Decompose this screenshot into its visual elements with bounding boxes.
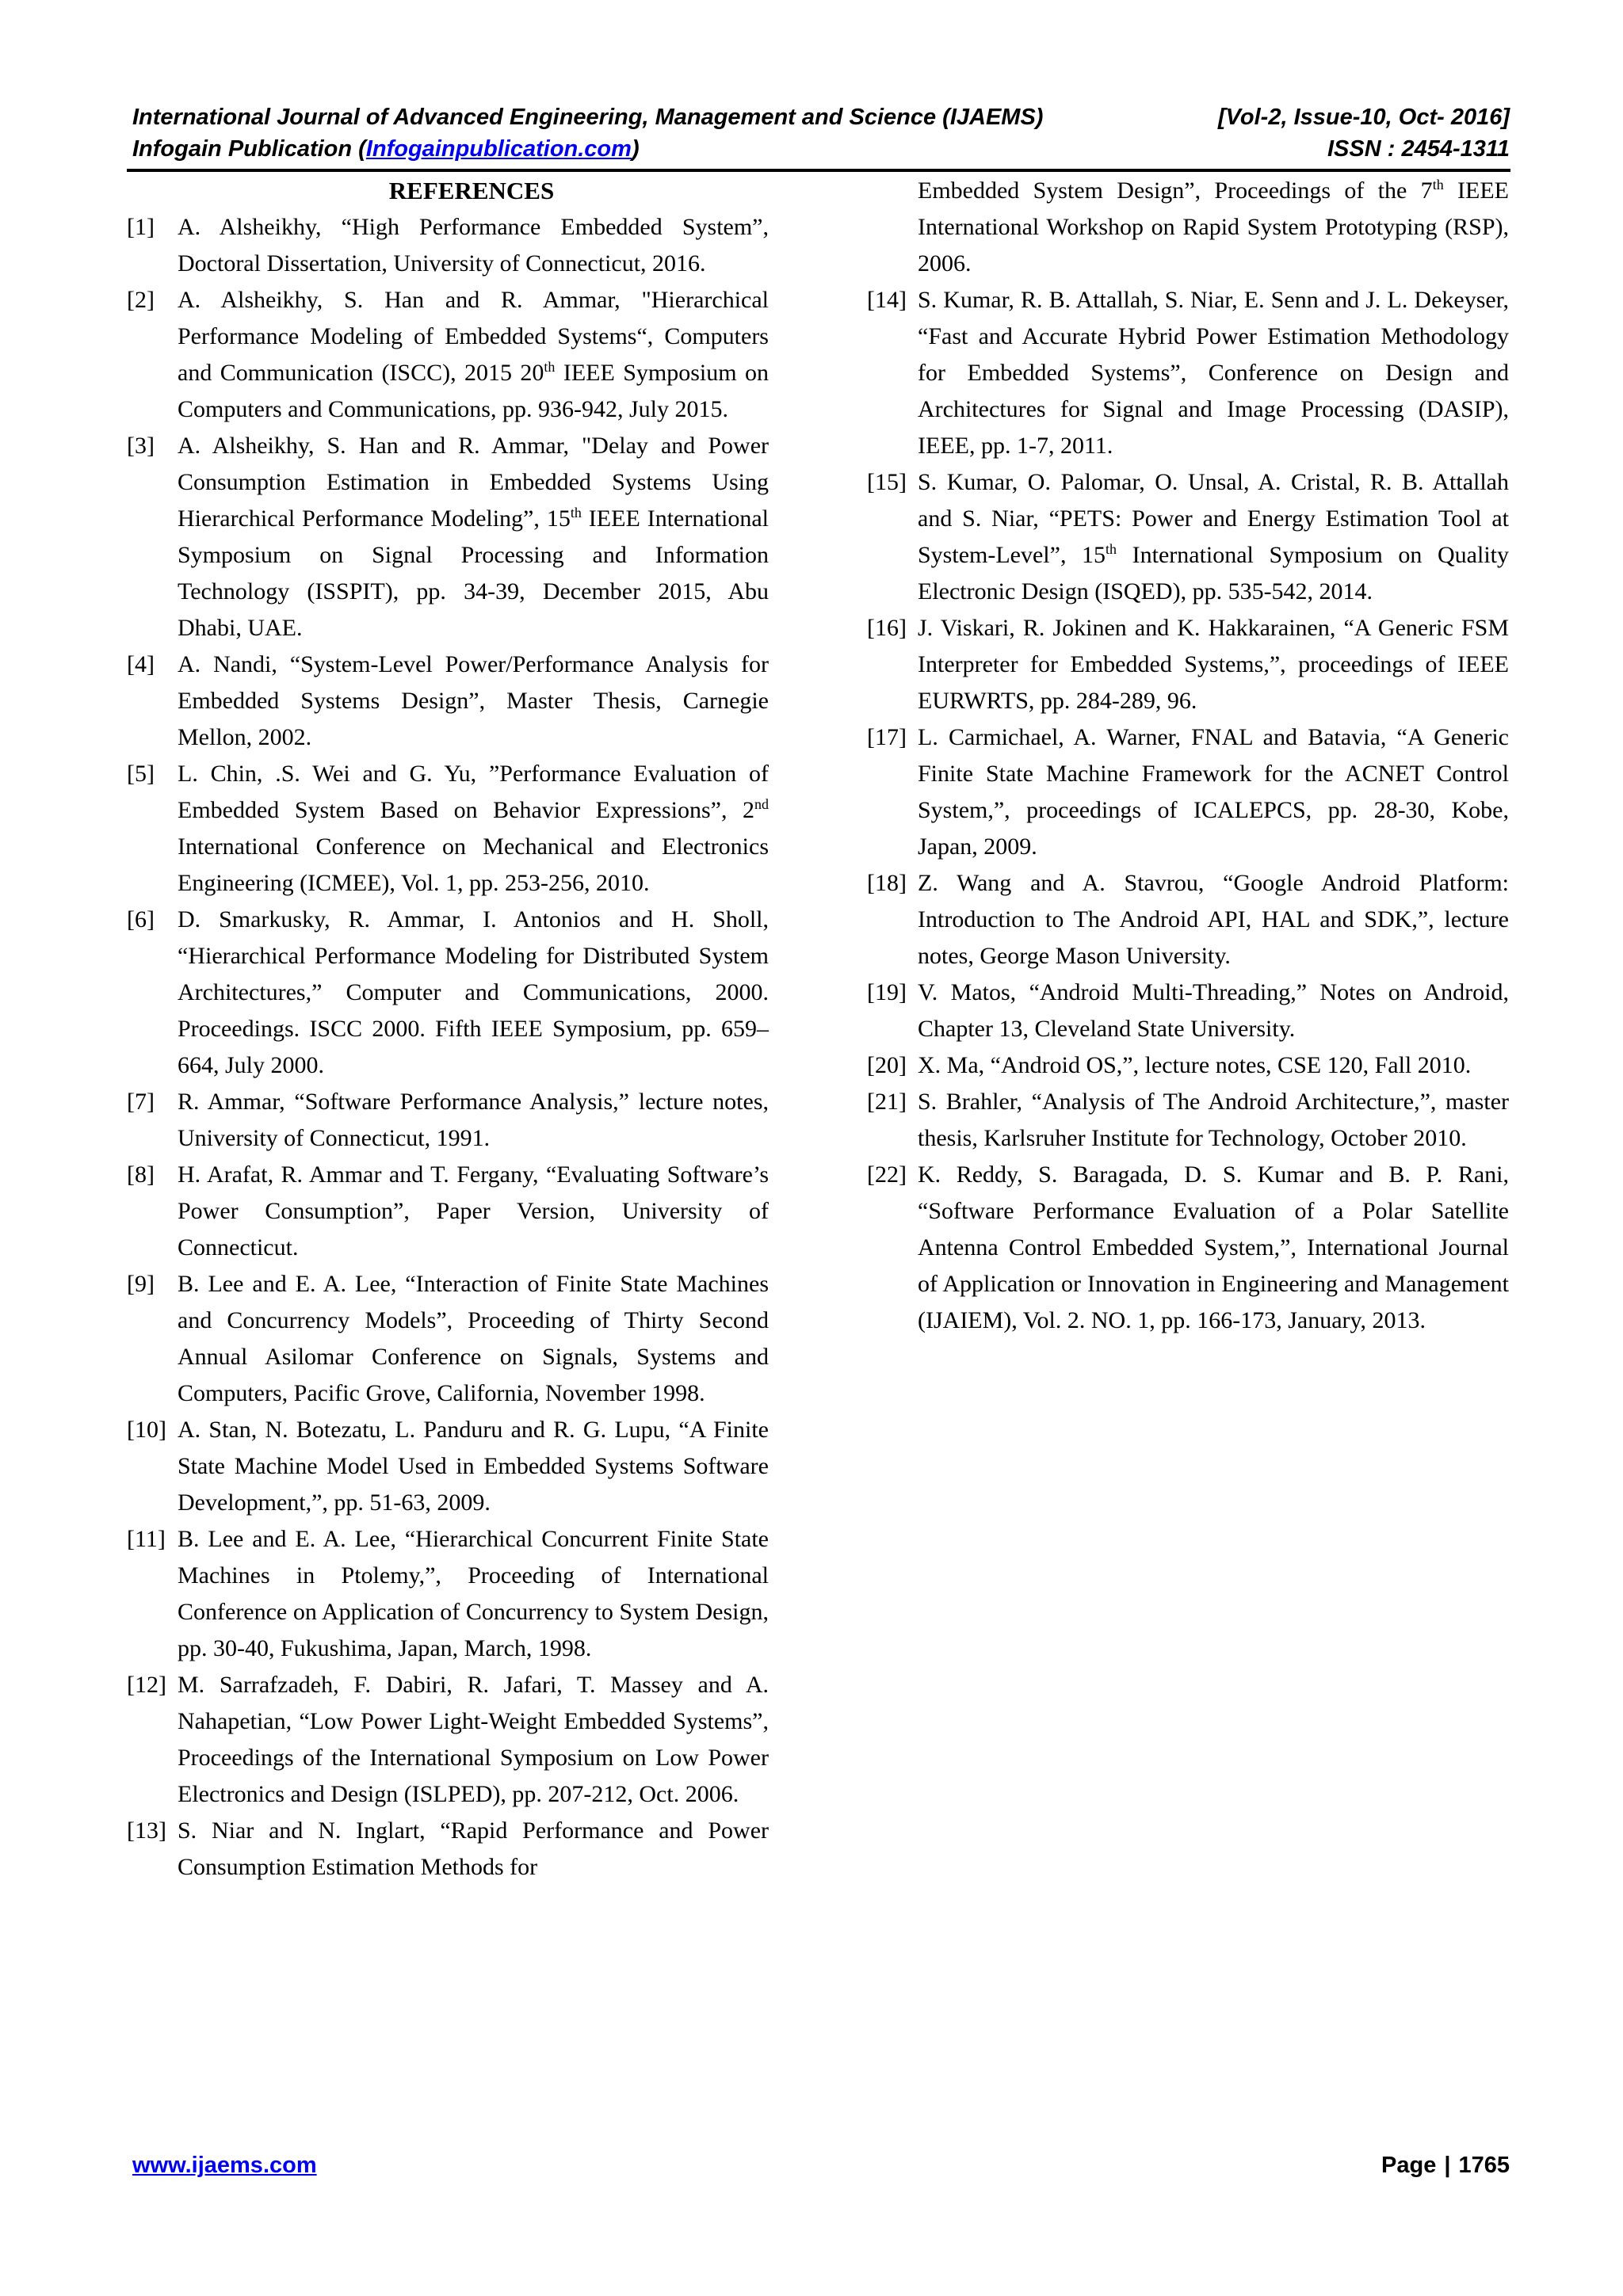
reference-text: B. Lee and E. A. Lee, “Interaction of Finite State Machines and Concurrency Models”, Proceeding of Thirty Second Annual Asilomar Conference on Signals, Systems and Computers, Pacific Grove, California, November 1998. (178, 1271, 769, 1406)
reference-number: [16] (867, 615, 907, 641)
page-footer (132, 2149, 1510, 2181)
reference-text: S. Niar and N. Inglart, “Rapid Performance and Power Consumption Estimation Methods for (178, 1817, 769, 1880)
reference-number: [15] (867, 469, 907, 495)
reference-number: [9] (127, 1271, 155, 1297)
right-column (867, 173, 1509, 1339)
reference-text: B. Lee and E. A. Lee, “Hierarchical Concurrent Finite State Machines in Ptolemy,”, Proceeding of International Conference on Application of Concurrency to System Design, pp. 30-40, Fukushima, Japan, March, 1998. (178, 1526, 769, 1661)
reference-item (867, 1084, 1509, 1157)
page-number: 1765 (1458, 2153, 1510, 2178)
reference-item (867, 1157, 1509, 1339)
reference-text: Z. Wang and A. Stavrou, “Google Android Platform: Introduction to The Android API, HAL and SDK,”, lecture notes, George Mason University. (918, 870, 1509, 969)
reference-item (127, 1813, 769, 1886)
publisher-prefix: Infogain Publication ( (132, 136, 366, 162)
reference-item (867, 1047, 1509, 1084)
reference-number: [21] (867, 1089, 907, 1115)
reference-text: S. Brahler, “Analysis of The Android Architecture,”, master thesis, Karlsruher Institute for Technology, October 2010. (918, 1089, 1509, 1151)
reference-text: A. Nandi, “System-Level Power/Performance Analysis for Embedded Systems Design”, Master Thesis, Carnegie Mellon, 2002. (178, 651, 769, 750)
reference-item (127, 1266, 769, 1412)
publisher-link[interactable]: Infogainpublication.com (365, 136, 632, 162)
header-rule (127, 169, 1510, 172)
reference-text: A. Stan, N. Botezatu, L. Panduru and R. G. Lupu, “A Finite State Machine Model Used in Embedded Systems Software Development,”, pp. 51-63, 2009. (178, 1417, 769, 1516)
volume-info: [Vol-2, Issue-10, Oct- 2016] (1217, 105, 1510, 130)
reference-number: [3] (127, 433, 155, 459)
reference-text: K. Reddy, S. Baragada, D. S. Kumar and B. P. Rani, “Software Performance Evaluation of a Polar Satellite Antenna Control Embedded System,”, International Journal of Application or Innovation in Engineering and Management (IJAIEM), Vol. 2. NO. 1, pp. 166-173, January, 2013. (918, 1161, 1509, 1333)
reference-item (867, 719, 1509, 865)
reference-number: [18] (867, 870, 907, 896)
reference-text: M. Sarrafzadeh, F. Dabiri, R. Jafari, T. Massey and A. Nahapetian, “Low Power Light-Weight Embedded Systems”, Proceedings of the International Symposium on Low Power Electronics and Design (ISLPED), pp. 207-212, Oct. 2006. (178, 1672, 769, 1807)
reference-number: [19] (867, 979, 907, 1005)
reference-text: A. Alsheikhy, “High Performance Embedded System”, Doctoral Dissertation, University of Connecticut, 2016. (178, 214, 769, 277)
reference-number: [5] (127, 761, 155, 787)
reference-item (127, 282, 769, 428)
reference-item (867, 610, 1509, 719)
left-column (127, 173, 769, 1886)
issn: ISSN : 2454-1311 (1327, 136, 1510, 162)
reference-number: [11] (127, 1526, 166, 1552)
page-header (132, 101, 1510, 165)
reference-number: [7] (127, 1089, 155, 1115)
reference-text: L. Chin, .S. Wei and G. Yu, ”Performance Evaluation of Embedded System Based on Behavior Expressions”, 2nd International Conference on Mechanical and Electronics Engineering (ICMEE), Vol. 1, pp. 253-256, 2010. (178, 761, 769, 896)
reference-number: [17] (867, 724, 907, 750)
reference-item (127, 209, 769, 282)
reference-item (867, 974, 1509, 1047)
page-label: Page (1381, 2153, 1437, 2178)
left-reference-list (127, 209, 769, 1886)
reference-text: A. Alsheikhy, S. Han and R. Ammar, "Delay and Power Consumption Estimation in Embedded Systems Using Hierarchical Performance Modeling”, 15th IEEE International Symposium on Signal Processing and Information Technology (ISSPIT), pp. 34-39, December 2015, Abu Dhabi, UAE. (178, 433, 769, 641)
reference-number: [22] (867, 1161, 907, 1188)
reference-text: H. Arafat, R. Ammar and T. Fergany, “Evaluating Software’s Power Consumption”, Paper Version, University of Connecticut. (178, 1161, 769, 1261)
reference-number: [2] (127, 287, 155, 313)
reference-item (127, 902, 769, 1084)
reference-item (127, 1521, 769, 1667)
reference-item (127, 428, 769, 646)
right-reference-list (867, 282, 1509, 1339)
header-row-2 (132, 133, 1510, 165)
reference-text: S. Kumar, O. Palomar, O. Unsal, A. Cristal, R. B. Attallah and S. Niar, “PETS: Power and Energy Estimation Tool at System-Level”, 15th International Symposium on Quality Electronic Design (ISQED), pp. 535-542, 2014. (918, 469, 1509, 605)
reference-number: [13] (127, 1817, 166, 1844)
publisher (132, 133, 640, 165)
reference-item (127, 1157, 769, 1266)
reference-text: A. Alsheikhy, S. Han and R. Ammar, "Hierarchical Performance Modeling of Embedded Systems“, Computers and Communication (ISCC), 2015 20th IEEE Symposium on Computers and Communications, pp. 936-942, July 2015. (178, 287, 769, 422)
reference-number: [8] (127, 1161, 155, 1188)
reference-text: R. Ammar, “Software Performance Analysis,” lecture notes, University of Connecticut, 1991. (178, 1089, 769, 1151)
reference-number: [6] (127, 906, 155, 933)
reference-item (867, 282, 1509, 464)
reference-item (127, 1412, 769, 1521)
reference-number: [1] (127, 214, 155, 240)
reference-item (127, 1084, 769, 1157)
reference-text: X. Ma, “Android OS,”, lecture notes, CSE 120, Fall 2010. (918, 1052, 1472, 1078)
reference-item (127, 646, 769, 756)
reference-text: V. Matos, “Android Multi-Threading,” Notes on Android, Chapter 13, Cleveland State University. (918, 979, 1509, 1042)
reference-text: S. Kumar, R. B. Attallah, S. Niar, E. Senn and J. L. Dekeyser, “Fast and Accurate Hybrid Power Estimation Methodology for Embedded Systems”, Conference on Design and Architectures for Signal and Image Processing (DASIP), IEEE, pp. 1-7, 2011. (918, 287, 1509, 459)
page-indicator (1381, 2149, 1510, 2181)
website-link[interactable]: www.ijaems.com (132, 2153, 317, 2178)
reference-text: J. Viskari, R. Jokinen and K. Hakkarainen, “A Generic FSM Interpreter for Embedded Systems,”, proceedings of IEEE EURWRTS, pp. 284-289, 96. (918, 615, 1509, 714)
reference-item (127, 756, 769, 902)
reference-number: [14] (867, 287, 907, 313)
reference-continuation: Embedded System Design”, Proceedings of the 7th IEEE International Workshop on Rapid System Prototyping (RSP), 2006. (918, 177, 1509, 277)
reference-number: [10] (127, 1417, 166, 1443)
references-heading: REFERENCES (388, 177, 555, 204)
reference-text: D. Smarkusky, R. Ammar, I. Antonios and H. Sholl, “Hierarchical Performance Modeling for Distributed System Architectures,” Computer and Communications, 2000. Proceedings. ISCC 2000. Fifth IEEE Symposium, pp. 659–664, July 2000. (178, 906, 769, 1078)
reference-number: [12] (127, 1672, 166, 1698)
page-separator: | (1444, 2153, 1451, 2178)
reference-text: L. Carmichael, A. Warner, FNAL and Batavia, “A Generic Finite State Machine Framework for the ACNET Control System,”, proceedings of ICALEPCS, pp. 28-30, Kobe, Japan, 2009. (918, 724, 1509, 860)
header-row-1 (132, 101, 1510, 133)
publisher-suffix: ) (631, 136, 640, 162)
reference-item (127, 1667, 769, 1813)
reference-item (867, 865, 1509, 974)
reference-number: [20] (867, 1052, 907, 1078)
journal-title: International Journal of Advanced Engineering, Management and Science (IJAEMS) (132, 105, 1044, 130)
reference-item (867, 464, 1509, 610)
reference-number: [4] (127, 651, 155, 677)
